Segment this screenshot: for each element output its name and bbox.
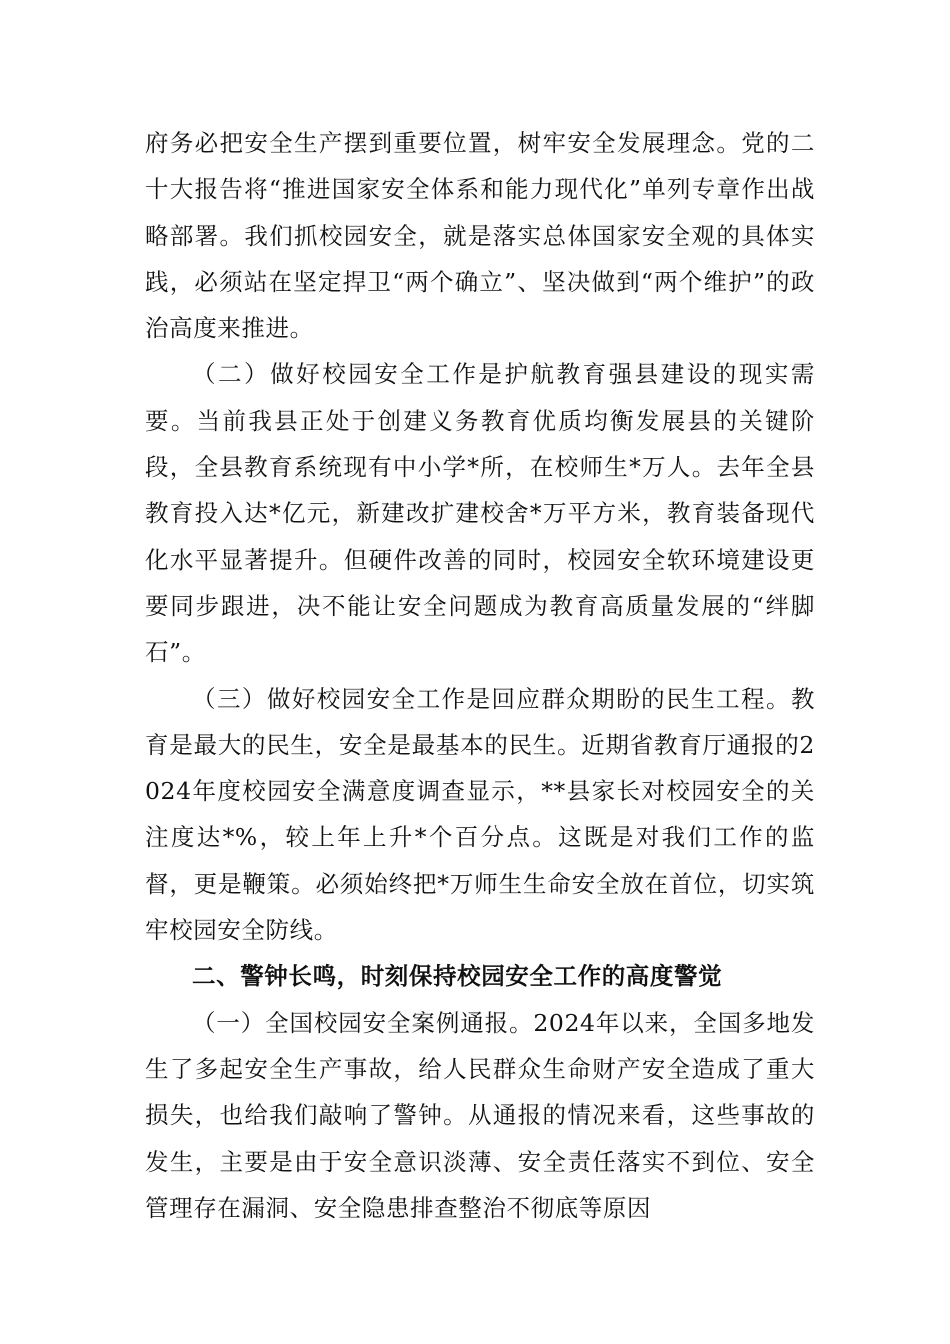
document-body bbox=[145, 120, 815, 1231]
paragraph-continuation: 府务必把安全生产摆到重要位置，树牢安全发展理念。党的二十大报告将“推进国家安全体系和能力现代化”单列专章作出战略部署。我们抓校园安全，就是落实总体国家安全观的具体实践，必须站在坚定捍卫“两个确立”、坚决做到“两个维护”的政治高度来推进。 bbox=[145, 129, 815, 343]
paragraph-national-case-report: （一）全国校园安全案例通报。2024年以来，全国多地发生了多起安全生产事故，给人民群众生命财产安全造成了重大损失，也给我们敲响了警钟。从通报的情况来看，这些事故的发生，主要是由于安全意识淡薄、安全责任落实不到位、安全管理存在漏洞、安全隐患排查整治不彻底等原因 bbox=[145, 1008, 815, 1222]
paragraph-section-three-livelihood: （三）做好校园安全工作是回应群众期盼的民生工程。教育是最大的民生，安全是最基本的民生。近期省教育厅通报的2024年度校园安全满意度调查显示，**县家长对校园安全的关注度达*%，较上年上升*个百分点。这既是对我们工作的监督，更是鞭策。必须始终把*万师生生命安全放在首位，切实筑牢校园安全防线。 bbox=[145, 684, 815, 945]
paragraph-section-two-need: （二）做好校园安全工作是护航教育强县建设的现实需要。当前我县正处于创建义务教育优质均衡发展县的关键阶段，全县教育系统现有中小学*所，在校师生*万人。去年全县教育投入达*亿元，新建改扩建校舍*万平方米，教育装备现代化水平显著提升。但硬件改善的同时，校园安全软环境建设更要同步跟进，决不能让安全问题成为教育高质量发展的“绊脚石”。 bbox=[145, 360, 815, 667]
section-heading-two: 二、警钟长鸣，时刻保持校园安全工作的高度警觉 bbox=[192, 962, 723, 991]
